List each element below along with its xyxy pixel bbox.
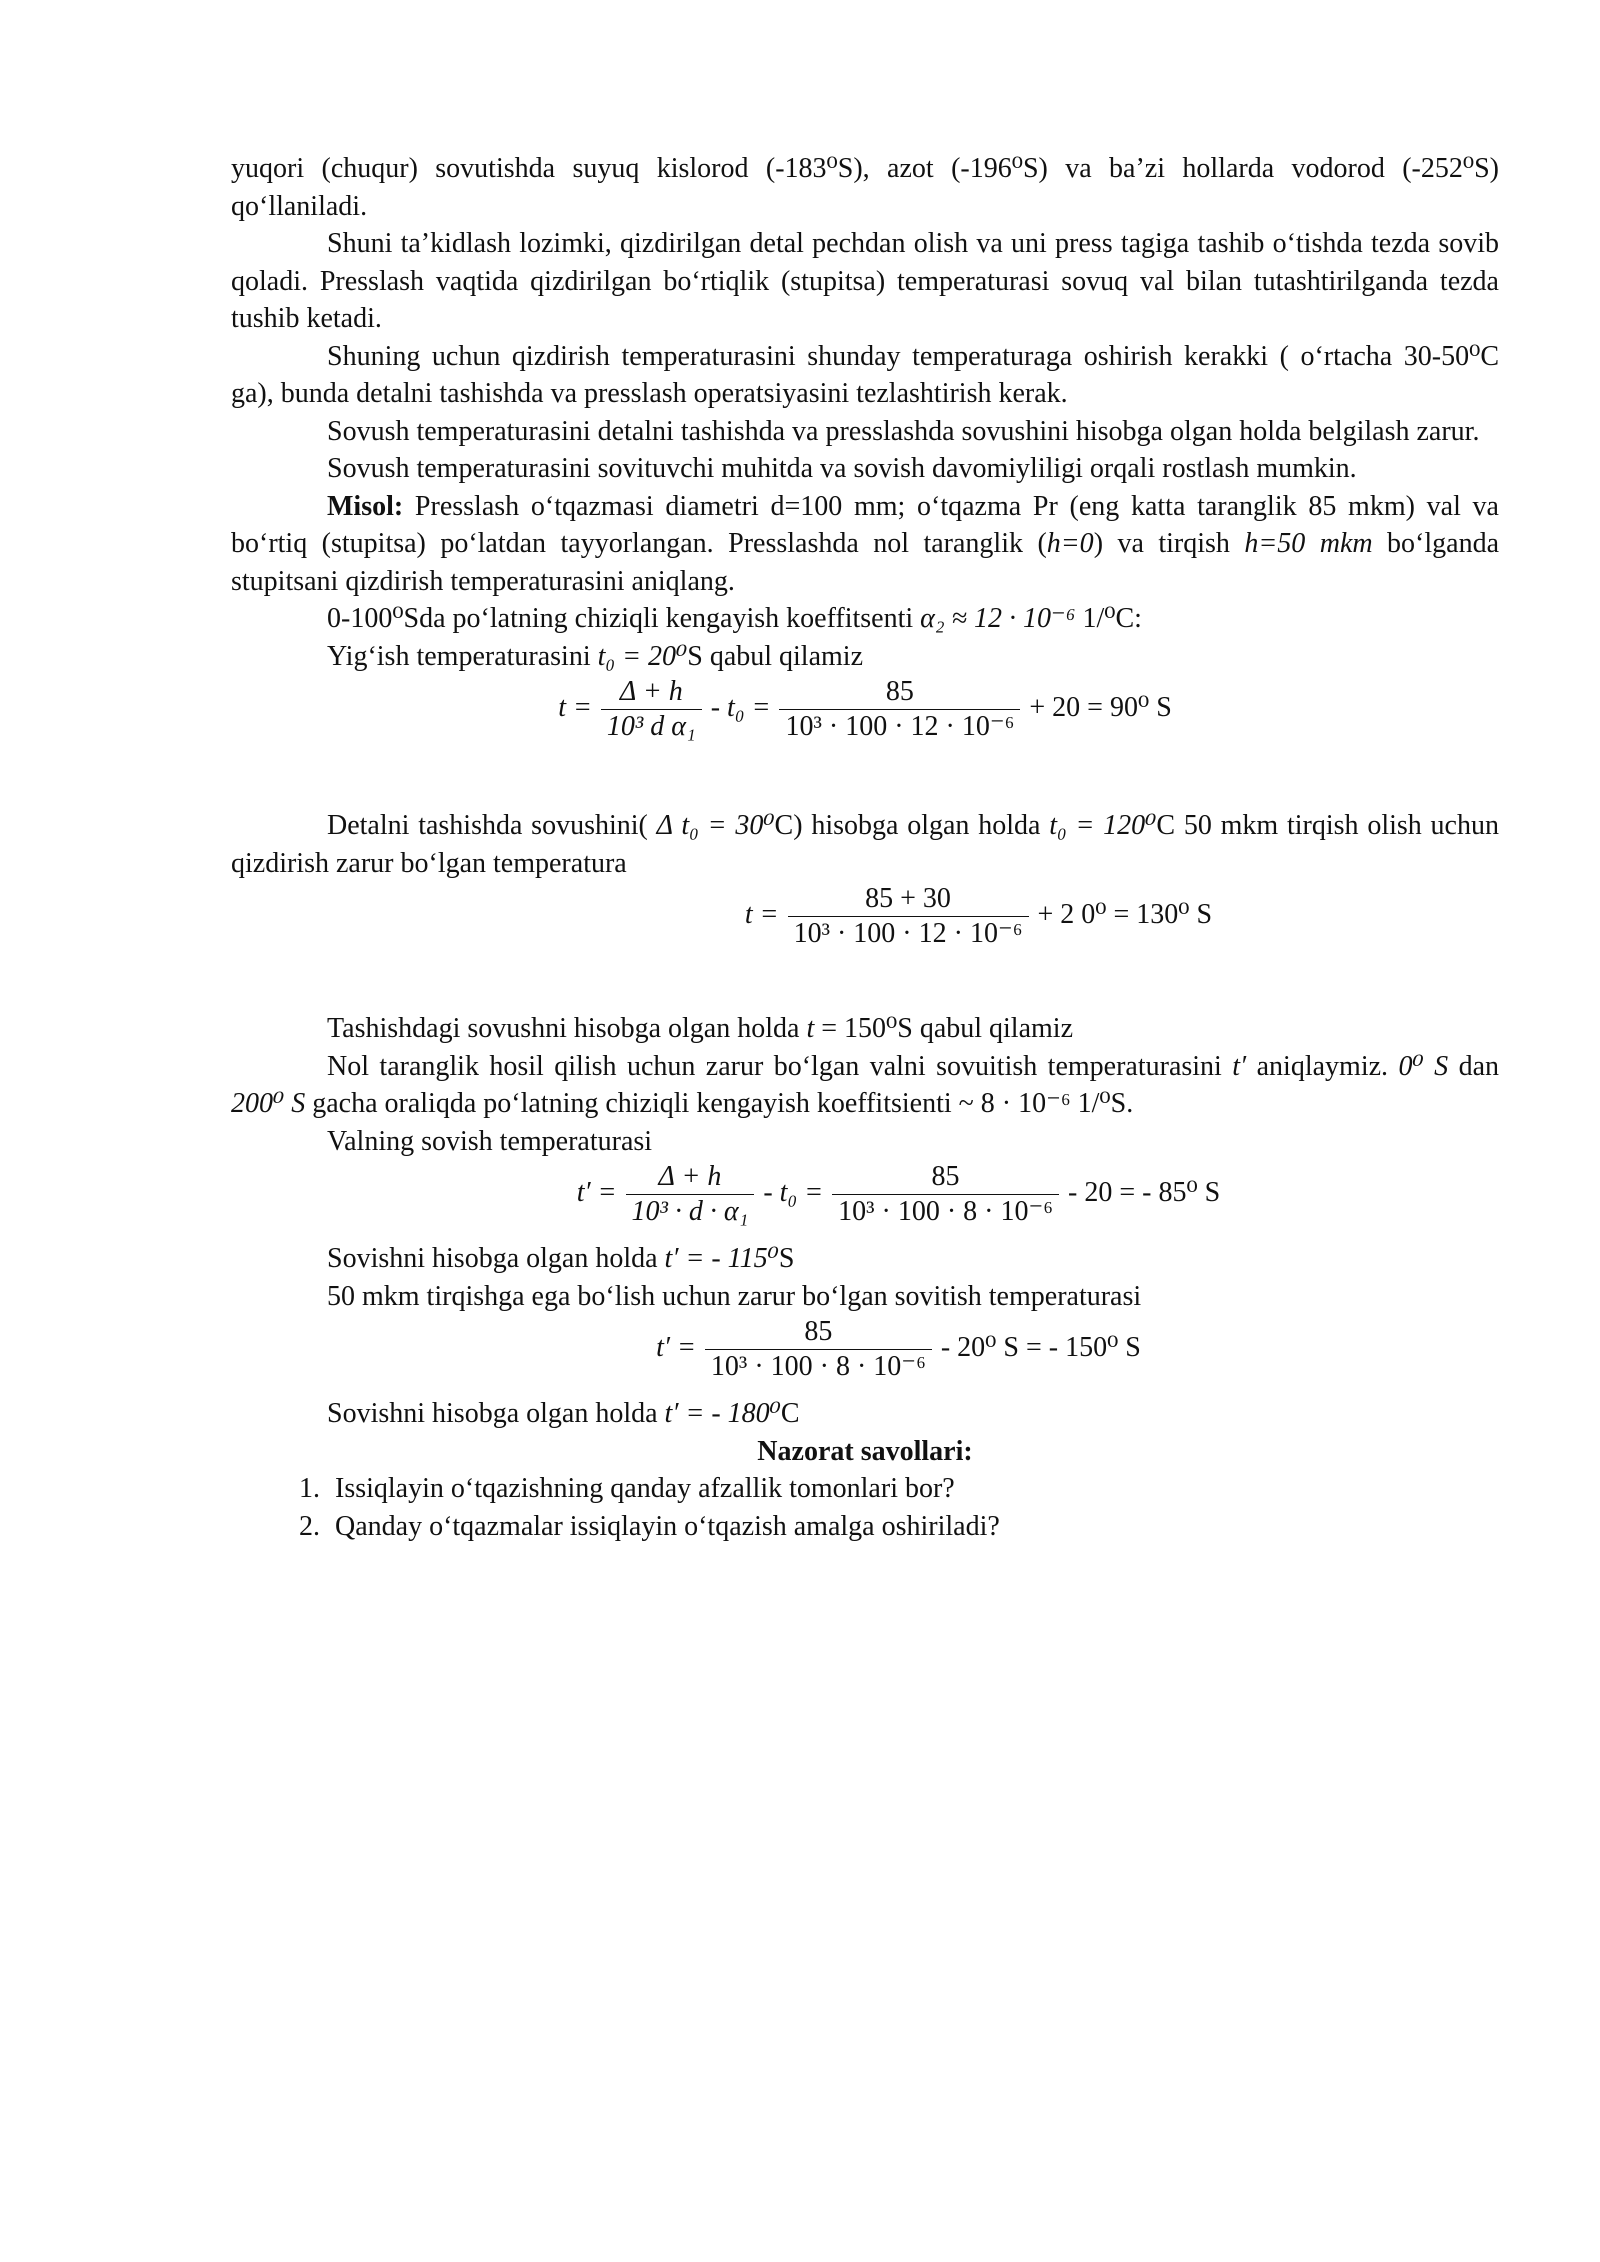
section-heading: Nazorat savollari: (757, 1435, 973, 1467)
paragraph-accepted-temperature: Tashishdagi sovushni hisobga olgan holda t = 150⁰S qabul qilamiz (327, 1013, 1074, 1044)
fraction: $\frac{85 + 30}{\text{10³ · 100 · 12 · 10⁻⁶}}$ (788, 882, 1029, 951)
paragraph-cooling-result-1: Sovishni hisobga olgan holda t′ = - 115⁰S (327, 1243, 795, 1274)
paragraph-shaft-cooling: Valning sovish temperaturasi (327, 1125, 653, 1157)
paragraph-cooling-result-2: Sovishni hisobga olgan holda t′ = - 180⁰C (327, 1398, 800, 1429)
equation-gap-cooling: t′ = $\frac{85}{\text{10³ · 100 · 8 · 10⁻⁶}}$ - 20⁰ S = - 150⁰ S (656, 1316, 1141, 1382)
paragraph-example: Misol: Presslash o‘tqazmasi diametri d=100 mm; o‘tqazma Pr (eng katta taranglik 85 mkm) val va bo‘rtiq (stupitsa) po‘latdan tayyorlangan. Presslashda nol taranglik (h=0) va tirqish h=50 mkm bo‘lganda stupitsani qizdirish temperaturasini aniqlang. (231, 490, 1500, 597)
list-item: 1. Issiqlayin o‘tqazishning qanday afzallik tomonlari bor? (327, 1470, 1499, 1508)
paragraph-cooling-liquids: yuqori (chuqur) sovutishda suyuq kislorod (-183⁰S), azot (-196⁰S) va ba’zi hollarda vodorod (-252⁰S) qo‘llaniladi. (231, 153, 1499, 222)
fraction: $\frac{85}{\text{10³ · 100 · 8 · 10⁻⁶}}$ (705, 1315, 932, 1384)
fraction: $\frac{85}{\text{10³ · 100 · 8 · 10⁻⁶}}$ (832, 1160, 1059, 1229)
questions-list (231, 1470, 1499, 1545)
fraction: $\frac{\Delta + h}{\text{10³ d α₁}}$ (601, 675, 702, 744)
equation-shaft-cooling: t′ = $\frac{\Delta + h}{\text{10³ · d · α₁}}$ - t₀ = $\frac{85}{\text{10³ · 100 · 8 · 10⁻⁶}}$ - 20 = - 85⁰ S (576, 1161, 1221, 1227)
paragraph-gap-cooling: 50 mkm tirqishga ega bo‘lish uchun zarur bo‘lgan sovitish temperaturasi (327, 1280, 1142, 1312)
fraction: $\frac{\Delta + h}{\text{10³ · d · α₁}}$ (626, 1160, 755, 1229)
document-page (231, 150, 1499, 1545)
paragraph-expansion-coefficient: 0-100⁰Sda po‘latning chiziqli kengayish koeffitsenti α₂ ≈ 12 · 10⁻⁶ 1/⁰C: (327, 603, 1142, 634)
example-label: Misol: (327, 490, 404, 522)
paragraph-detail-cooling: Shuni ta’kidlash lozimki, qizdirilgan detal pechdan olish va uni press tagiga tashib o‘tishda tezda sovib qoladi. Presslash vaqtida qizdirilgan bo‘rtiqlik (stupitsa) temperaturasi sovuq val bilan tutashtirilganda tezda tushib ketadi. (231, 228, 1499, 334)
list-item: 2. Qanday o‘tqazmalar issiqlayin o‘tqazish amalga oshiriladi? (327, 1508, 1499, 1546)
equation-gap-heating: t = $\frac{85 + 30}{\text{10³ · 100 · 12 · 10⁻⁶}}$ + 2 0⁰ = 130⁰ S (744, 883, 1213, 949)
paragraph-cooling-temperature: Sovush temperaturasini detalni tashishda va presslashda sovushini hisobga olgan holda belgilash zarur. (327, 415, 1480, 447)
paragraph-assembly-temperature: Yig‘ish temperaturasini t₀ = 20⁰S qabul qilamiz (327, 640, 864, 672)
paragraph-heating-temperature: Shuning uchun qizdirish temperaturasini shunday temperaturaga oshirish kerakki ( o‘rtacha 30-50⁰C ga), bunda detalni tashishda va presslash operatsiyasini tezlashtirish kerak. (231, 340, 1499, 409)
equation-heating-temperature: t = $\frac{\Delta + h}{\text{10³ d α₁}}$ - t₀ = $\frac{85}{\text{10³ · 100 · 12 · 10⁻⁶}}$ + 20 = 90⁰ S (558, 676, 1172, 742)
fraction: $\frac{85}{\text{10³ · 100 · 12 · 10⁻⁶}}$ (779, 675, 1020, 744)
paragraph-zero-interference: Nol taranglik hosil qilish uchun zarur bo‘lgan valni sovuitish temperaturasini t′ aniqlaymiz. 0⁰ S dan 200⁰ S gacha oraliqda po‘latning chiziqli kengayish koeffitsienti ~ 8 · 10⁻⁶ 1/⁰S. (231, 1050, 1500, 1119)
paragraph-transport-cooling: Detalni tashishda sovushini( Δ t₀ = 30⁰C) hisobga olgan holda t₀ = 120⁰C 50 mkm tirqish olish uchun qizdirish zarur bo‘lgan temperatura (231, 810, 1499, 879)
paragraph-cooling-control: Sovush temperaturasini sovituvchi muhitda va sovish davomiyliligi orqali rostlash mumkin. (327, 453, 1357, 484)
